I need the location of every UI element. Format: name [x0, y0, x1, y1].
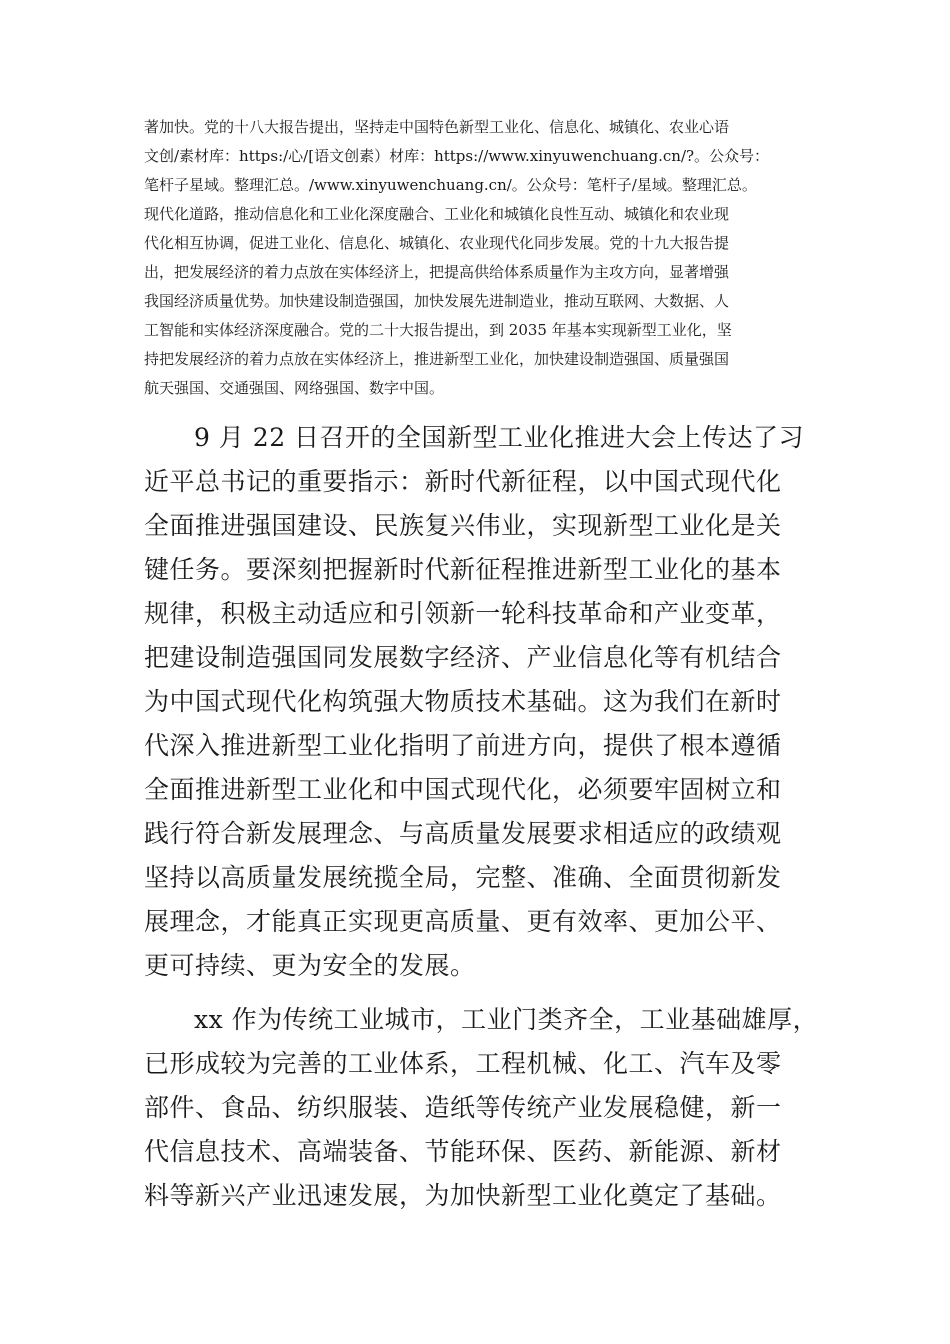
paragraph-line: 展理念，才能真正实现更高质量、更有效率、更加公平、 — [144, 907, 782, 936]
intro-line: 著加快。党的十八大报告提出，坚持走中国特色新型工业化、信息化、城镇化、农业心语 — [144, 118, 730, 136]
paragraph-line: 已形成较为完善的工业体系，工程机械、化工、汽车及零 — [144, 1049, 782, 1078]
intro-line: 持把发展经济的着力点放在实体经济上，推进新型工业化，加快建设制造强国、质量强国 — [144, 350, 730, 368]
paragraph-line: 把建设制造强国同发展数字经济、产业信息化等有机结合 — [144, 643, 782, 672]
paragraph-line: 代信息技术、高端装备、节能环保、医药、新能源、新材 — [144, 1137, 782, 1166]
paragraph-line: xx 作为传统工业城市，工业门类齐全，工业基础雄厚， — [194, 1005, 819, 1034]
paragraph-line: 料等新兴产业迅速发展，为加快新型工业化奠定了基础。 — [144, 1181, 782, 1210]
paragraph-line: 坚持以高质量发展统揽全局，完整、准确、全面贯彻新发 — [144, 863, 782, 892]
paragraph-line: 代深入推进新型工业化指明了前进方向，提供了根本遵循 — [144, 731, 782, 760]
paragraph-line: 全面推进强国建设、民族复兴伟业，实现新型工业化是关 — [144, 511, 782, 540]
intro-line: 笔杆子星域。整理汇总。/www.xinyuwenchuang.cn/。公众号：笔杆子/星域。整理汇总。 — [144, 176, 757, 194]
paragraph-line: 为中国式现代化构筑强大物质技术基础。这为我们在新时 — [144, 687, 782, 716]
paragraph-line: 规律，积极主动适应和引领新一轮科技革命和产业变革， — [144, 599, 782, 628]
intro-line: 出，把发展经济的着力点放在实体经济上，把提高供给体系质量作为主攻方向，显著增强 — [144, 263, 730, 281]
intro-line: 文创/素材库：https:/心/[语文创素）材库：https://www.xinyuwenchuang.cn/?。公众号： — [144, 147, 770, 165]
intro-line: 航天强国、交通强国、网络强国、数字中国。 — [144, 379, 445, 397]
intro-line: 代化相互协调，促进工业化、信息化、城镇化、农业现代化同步发展。党的十九大报告提 — [144, 234, 730, 252]
paragraph-line: 9 月 22 日召开的全国新型工业化推进大会上传达了习 — [194, 423, 805, 452]
paragraph-line: 更可持续、更为安全的发展。 — [144, 951, 476, 980]
paragraph-line: 键任务。要深刻把握新时代新征程推进新型工业化的基本 — [144, 555, 782, 584]
intro-line: 我国经济质量优势。加快建设制造强国，加快发展先进制造业，推动互联网、大数据、人 — [144, 292, 730, 310]
paragraph-line: 践行符合新发展理念、与高质量发展要求相适应的政绩观 — [144, 819, 782, 848]
intro-line: 工智能和实体经济深度融合。党的二十大报告提出，到 2035 年基本实现新型工业化，坚 — [144, 321, 732, 339]
paragraph-line: 全面推进新型工业化和中国式现代化，必须要牢固树立和 — [144, 775, 782, 804]
paragraph-line: 近平总书记的重要指示：新时代新征程，以中国式现代化 — [144, 467, 782, 496]
paragraph-line: 部件、食品、纺织服装、造纸等传统产业发展稳健，新一 — [144, 1093, 782, 1122]
intro-line: 现代化道路，推动信息化和工业化深度融合、工业化和城镇化良性互动、城镇化和农业现 — [144, 205, 730, 223]
